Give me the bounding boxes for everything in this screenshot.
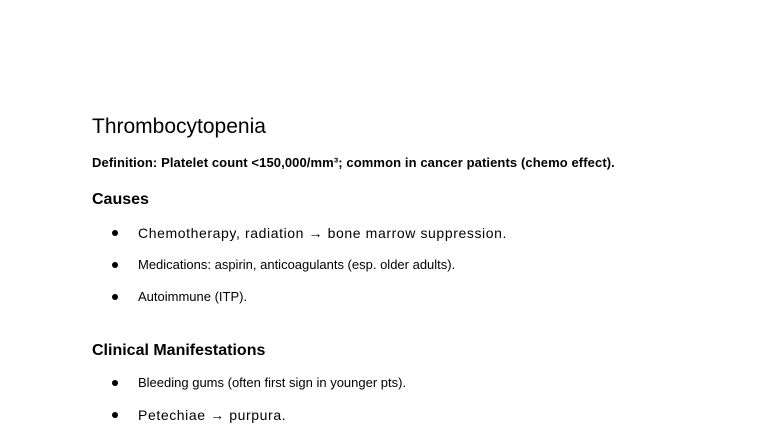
bullet-dot-icon xyxy=(112,380,118,386)
bullet-dot-icon xyxy=(112,294,118,300)
clinical-item-text: Bleeding gums (often first sign in younger pts). xyxy=(138,375,407,390)
causes-item-text: Autoimmune (ITP). xyxy=(138,289,248,304)
slide-title: Thrombocytopenia xyxy=(92,115,266,138)
causes-heading: Causes xyxy=(92,191,149,208)
clinical-item-text: Petechiae → purpura. xyxy=(138,407,287,423)
causes-item-text: Chemotherapy, radiation → bone marrow suppression. xyxy=(138,225,508,241)
bullet-dot-icon xyxy=(112,412,118,418)
bullet-dot-icon xyxy=(112,262,118,268)
bullet-dot-icon xyxy=(112,230,118,236)
clinical-manifestations-heading: Clinical Manifestations xyxy=(92,342,266,359)
definition-text: Definition: Platelet count <150,000/mm³; common in cancer patients (chemo effect). xyxy=(92,155,615,170)
causes-item-text: Medications: aspirin, anticoagulants (esp. older adults). xyxy=(138,257,456,272)
